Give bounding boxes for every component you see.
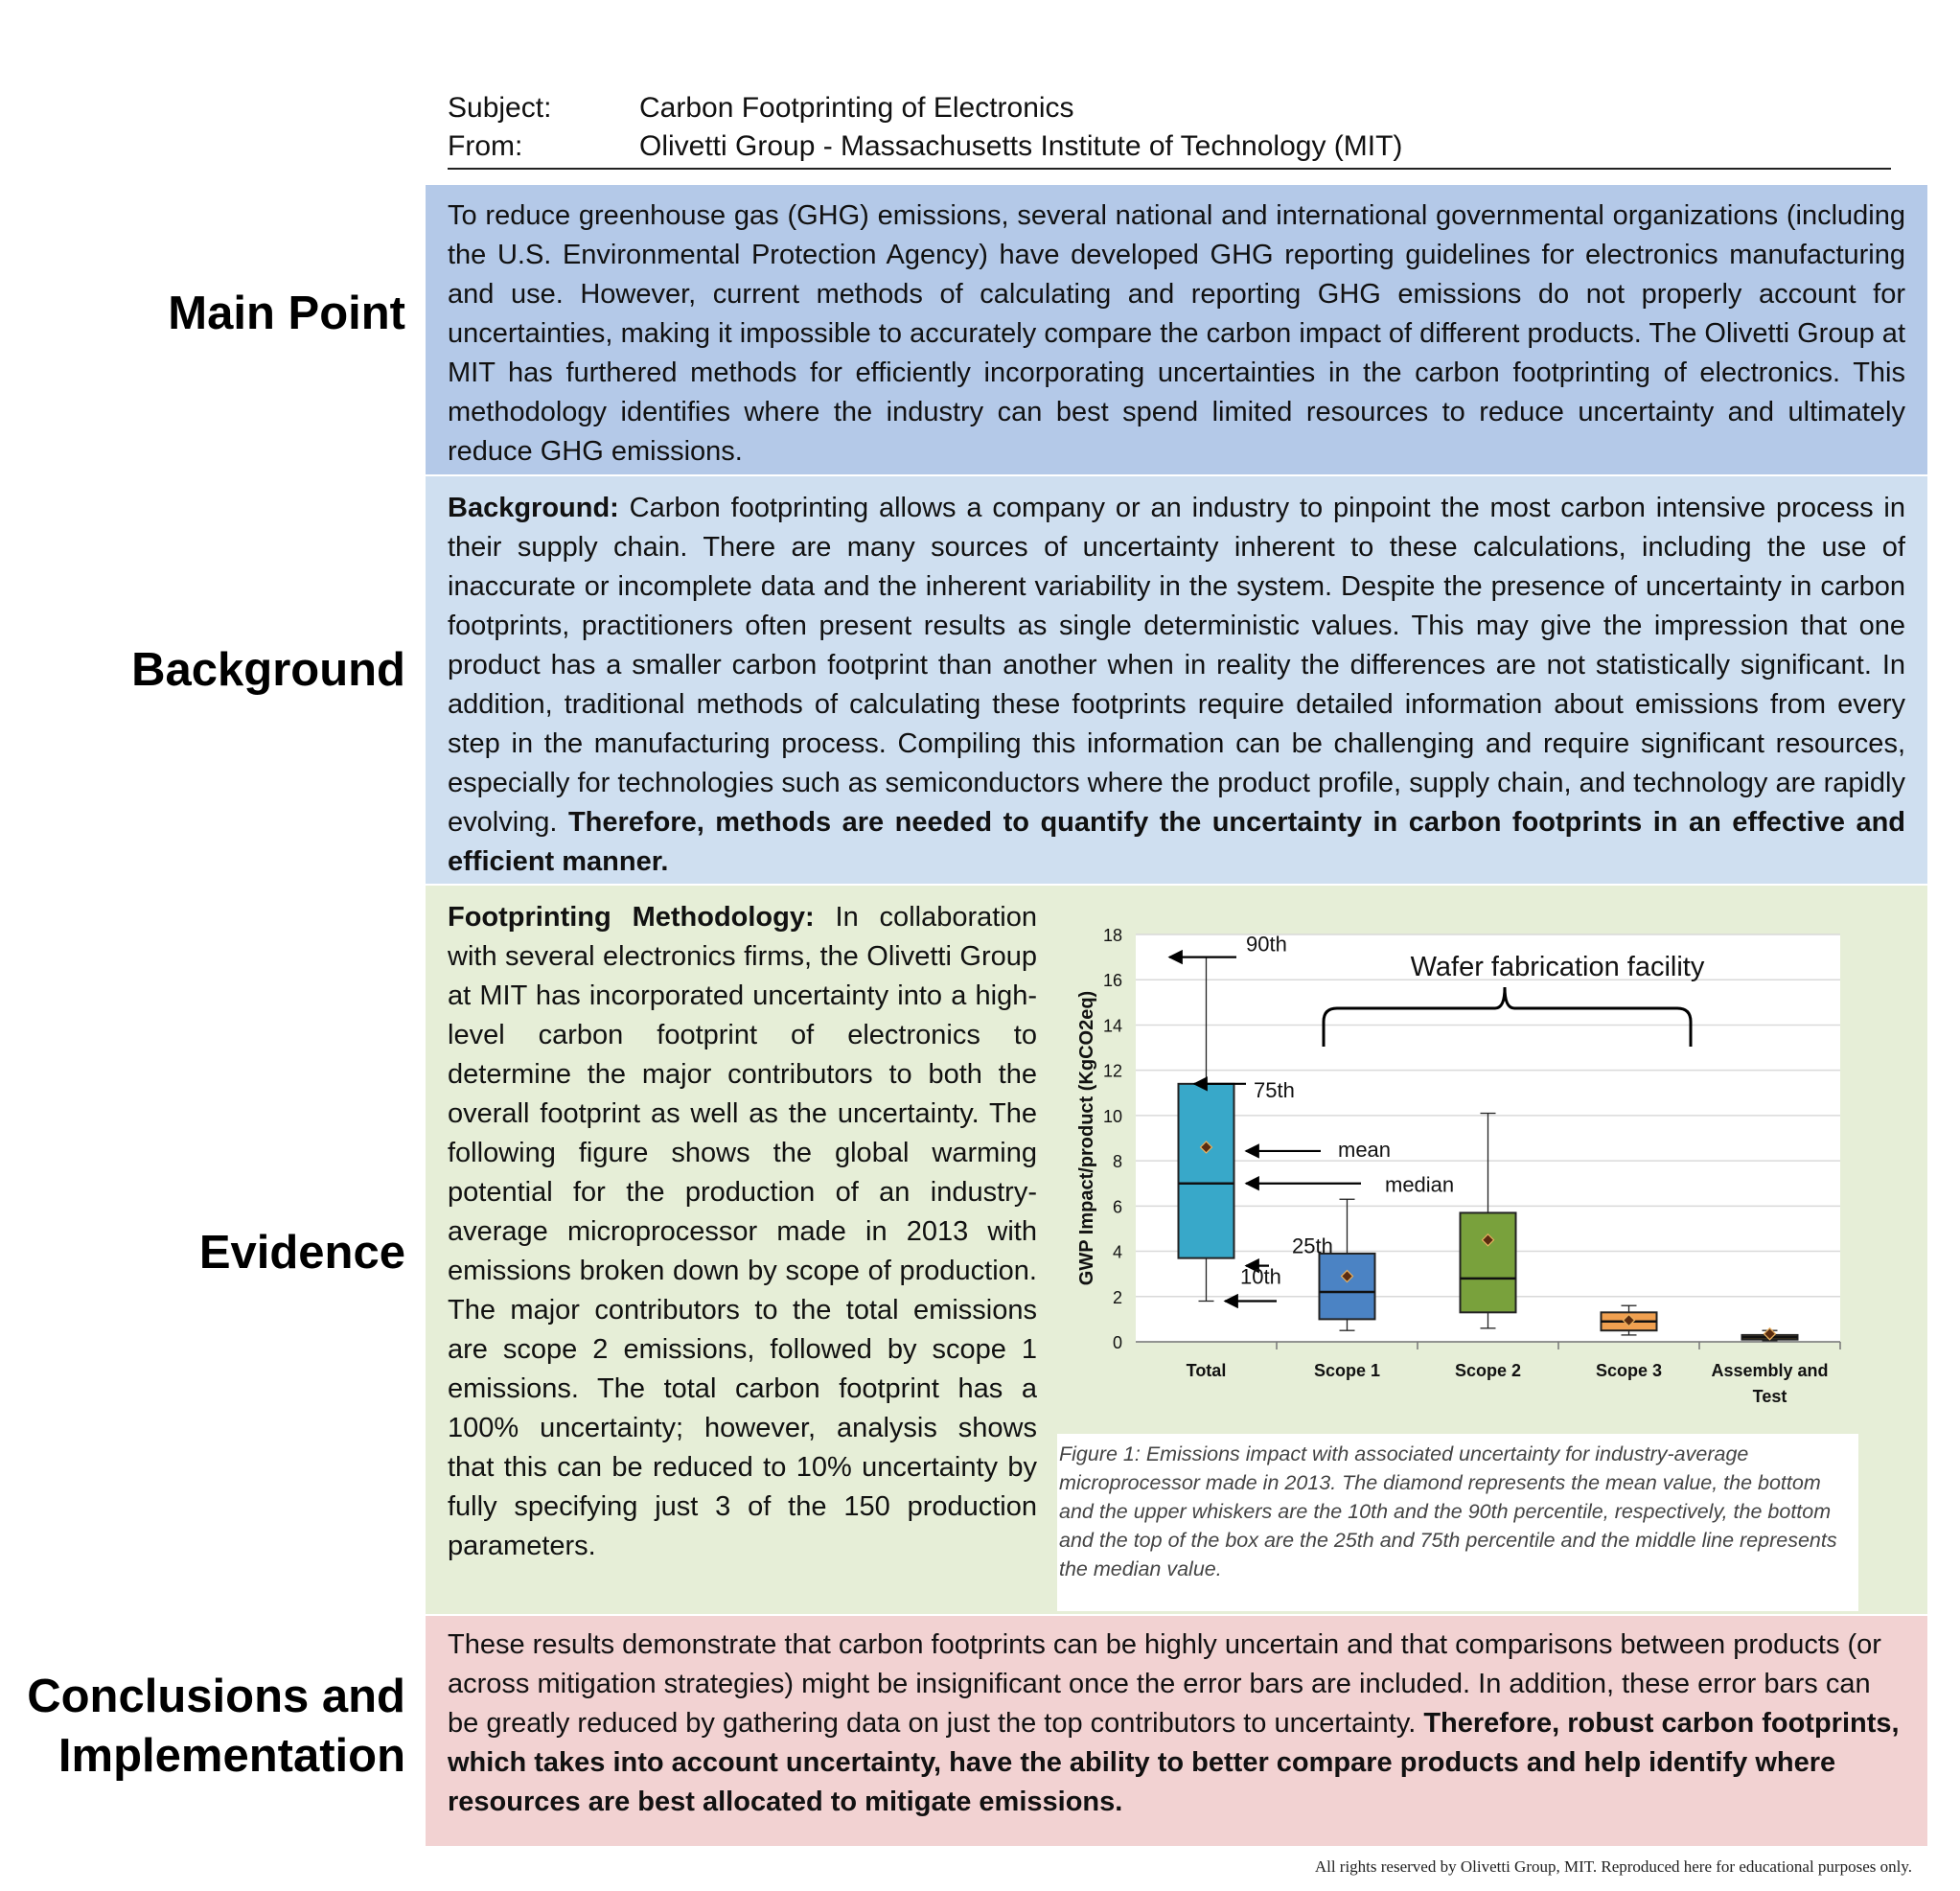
x-tick-label: Scope 3 <box>1595 1361 1663 1380</box>
conclusions-heading <box>27 1667 405 1786</box>
main-point-text: To reduce greenhouse gas (GHG) emissions, several national and international governmental organizations (including the U.S. Environmental Protection Agency) have developed GHG reporting guidelines for electronics manufacturing and use. However, current methods of calculating and reporting GHG emissions do not properly account for uncertainties, making it impossible to accurately compare the carbon impact of different products. The Olivetti Group at MIT has furthered methods for efficiently incorporating uncertainties in the carbon footprinting of electronics. This methodology identifies where the industry can best spend limited resources to reduce uncertainty and ultimately reduce GHG emissions. <box>448 200 1905 467</box>
box-iqr <box>1179 1084 1234 1258</box>
main-point-section <box>426 185 1927 474</box>
y-tick-label: 16 <box>1102 971 1122 991</box>
x-tick-label: Scope 2 <box>1454 1361 1522 1380</box>
subject-value: Carbon Footprinting of Electronics <box>639 92 1074 124</box>
median-label: median <box>1385 1172 1455 1197</box>
p25-label: 25th <box>1292 1234 1333 1258</box>
y-tick-label: 12 <box>1102 1061 1122 1081</box>
memo-header <box>448 89 1891 170</box>
box-iqr <box>1320 1254 1375 1319</box>
conclusions-text: These results demonstrate that carbon footprints can be highly uncertain and that comparisons between products (or across mitigation strategies) might be insignificant once the error bars are included. In addition, these error bars can be greatly reduced by gathering data on just the top contributors to uncertainty. <box>448 1629 1881 1739</box>
y-tick-label: 6 <box>1112 1197 1122 1217</box>
box-iqr <box>1461 1212 1516 1312</box>
p90-label: 90th <box>1246 932 1287 957</box>
subject-row <box>448 89 1891 127</box>
conclusions-paragraph <box>448 1626 1905 1822</box>
wafer-fab-label: Wafer fabrication facility <box>1410 952 1705 982</box>
p75-label: 75th <box>1254 1077 1295 1102</box>
y-tick-label: 4 <box>1112 1242 1122 1262</box>
y-tick-label: 0 <box>1112 1333 1122 1352</box>
from-row <box>448 127 1891 166</box>
x-tick-label: Assembly and <box>1711 1361 1829 1380</box>
evidence-heading: Evidence <box>198 1227 405 1279</box>
y-tick-label: 8 <box>1112 1152 1122 1172</box>
conclusions-section <box>426 1616 1927 1846</box>
background-text: Carbon footprinting allows a company or an industry to pinpoint the most carbon intensive process in their supply chain. There are many sources of uncertainty inherent to these calculations, including the use of inaccurate or incomplete data and the inherent variability in the system. Despite the presence of uncertainty in carbon footprints, practitioners often present results as single deterministic values. This may give the impression that one product has a smaller carbon footprint than another when in reality the differences are not statistically significant. In addition, traditional methods of calculating these footprints require detailed information about emissions from every step in the manufacturing process. Compiling this information can be challenging and require significant resources, especially for technologies such as semiconductors where the product profile, supply chain, and technology are rapidly evolving. <box>448 493 1905 838</box>
x-tick-label: Scope 1 <box>1313 1361 1381 1380</box>
y-tick-label: 2 <box>1112 1287 1122 1307</box>
conclusions-bold: Therefore, robust carbon footprints, which takes into account uncertainty, have the ability to better compare products and help identify where resources are best allocated to mitigate emissions. <box>448 1708 1900 1817</box>
evidence-lead: Footprinting Methodology: <box>448 902 815 933</box>
background-heading: Background <box>131 644 405 696</box>
main-point-heading: Main Point <box>168 288 405 339</box>
from-value: Olivetti Group - Massachusetts Institute of Technology (MIT) <box>639 130 1403 162</box>
y-tick-label: 14 <box>1102 1016 1122 1036</box>
copyright-footer: All rights reserved by Olivetti Group, MIT. Reproduced here for educational purposes only. <box>1314 1857 1912 1876</box>
y-tick-label: 10 <box>1102 1106 1122 1126</box>
background-lead: Background: <box>448 493 619 523</box>
evidence-paragraph <box>448 898 1037 1566</box>
x-tick-label: Test <box>1752 1387 1787 1406</box>
emissions-box-chart <box>1054 909 1907 1426</box>
background-section <box>426 476 1927 884</box>
chart-svg <box>1054 909 1907 1426</box>
background-conclusion: Therefore, methods are needed to quantify the uncertainty in carbon footprints in an effective and efficient manner. <box>448 807 1906 877</box>
background-paragraph <box>448 489 1905 882</box>
mean-label: mean <box>1338 1137 1392 1162</box>
x-tick-label: Total <box>1186 1361 1227 1380</box>
y-tick-label: 18 <box>1102 926 1122 945</box>
evidence-text: In collaboration with several electronics firms, the Olivetti Group at MIT has incorporated uncertainty into a high-level carbon footprint of electronics to determine the major contributors to both the overall footprint as well as the uncertainty. The following figure shows the global warming potential for the production of an industry-average microprocessor made in 2013 with emissions broken down by scope of production. The major contributors to the total emissions are scope 2 emissions, followed by scope 1 emissions. The total carbon footprint has a 100% uncertainty; however, analysis shows that this can be reduced to 10% uncertainty by fully specifying just 3 of the 150 production parameters. <box>448 902 1038 1561</box>
subject-label: Subject: <box>448 92 552 124</box>
conclusions-heading-line2: Implementation <box>58 1730 405 1782</box>
y-axis-label: GWP Impact/product (KgCO2eq) <box>1076 990 1097 1286</box>
conclusions-heading-line1: Conclusions and <box>27 1671 405 1722</box>
from-label: From: <box>448 130 523 162</box>
p10-label: 10th <box>1240 1264 1281 1289</box>
figure-caption: Figure 1: Emissions impact with associated uncertainty for industry-average microprocessor made in 2013. The diamond represents the mean value, the bottom and the upper whiskers are the 10th and the 90th percentile, respectively, the bottom and the top of the box are the 25th and 75th percentile and the middle line represents the median value. <box>1057 1434 1858 1611</box>
